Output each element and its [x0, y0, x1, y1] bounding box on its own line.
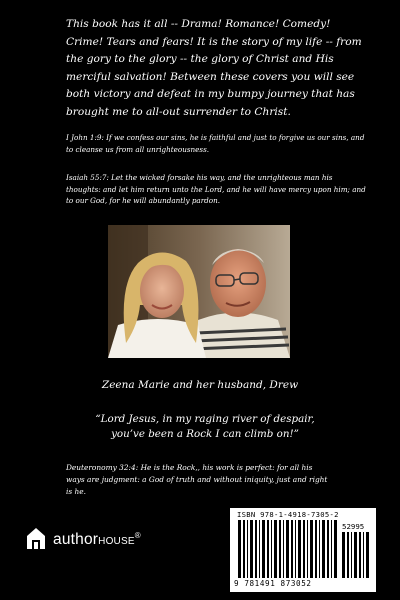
- publisher-logo: [25, 527, 141, 553]
- back-cover-blurb: This book has it all -- Drama! Romance! Comedy! Crime! Tears and fears! It is the story of my life -- from the gory to the glory -- the glory of Christ and His merciful salvation! Between these covers you will see both victory and defeat in my bumpy journey that has brought me to all-out surrender to Christ.: [66, 18, 362, 118]
- isbn-barcode: [230, 508, 376, 592]
- barcode-number: 9 781491 873052: [234, 579, 312, 588]
- barcode-bars: [238, 520, 338, 580]
- price-code: 52995: [342, 522, 365, 531]
- price-barcode-bars: [342, 532, 372, 580]
- authorhouse-logo-icon: [25, 526, 47, 554]
- verse-deuteronomy: Deuteronomy 32:4: He is the Rock,, his work is perfect: for all his ways are judgment: a God of truth and without iniquity, just and right is he.: [66, 463, 328, 496]
- publisher-name: authorHOUSE®: [53, 530, 141, 549]
- author-photo: [108, 225, 290, 358]
- isbn-label: ISBN 978-1-4918-7305-2: [237, 510, 339, 519]
- verse-isaiah: Isaiah 55:7: Let the wicked forsake his way, and the unrighteous man his thoughts: and let him return unto the Lord, and he will have mercy upon him; and to our God, for he will abundantly pardon.: [66, 173, 366, 205]
- verse-1-john: I John 1:9: If we confess our sins, he is faithful and just to forgive us our sins, and to cleanse us from all unrighteousness.: [66, 133, 365, 154]
- photo-caption: Zeena Marie and her husband, Drew: [101, 379, 299, 391]
- author-quote: “Lord Jesus, in my raging river of despair, you’ve been a Rock I can climb on!”: [95, 413, 315, 440]
